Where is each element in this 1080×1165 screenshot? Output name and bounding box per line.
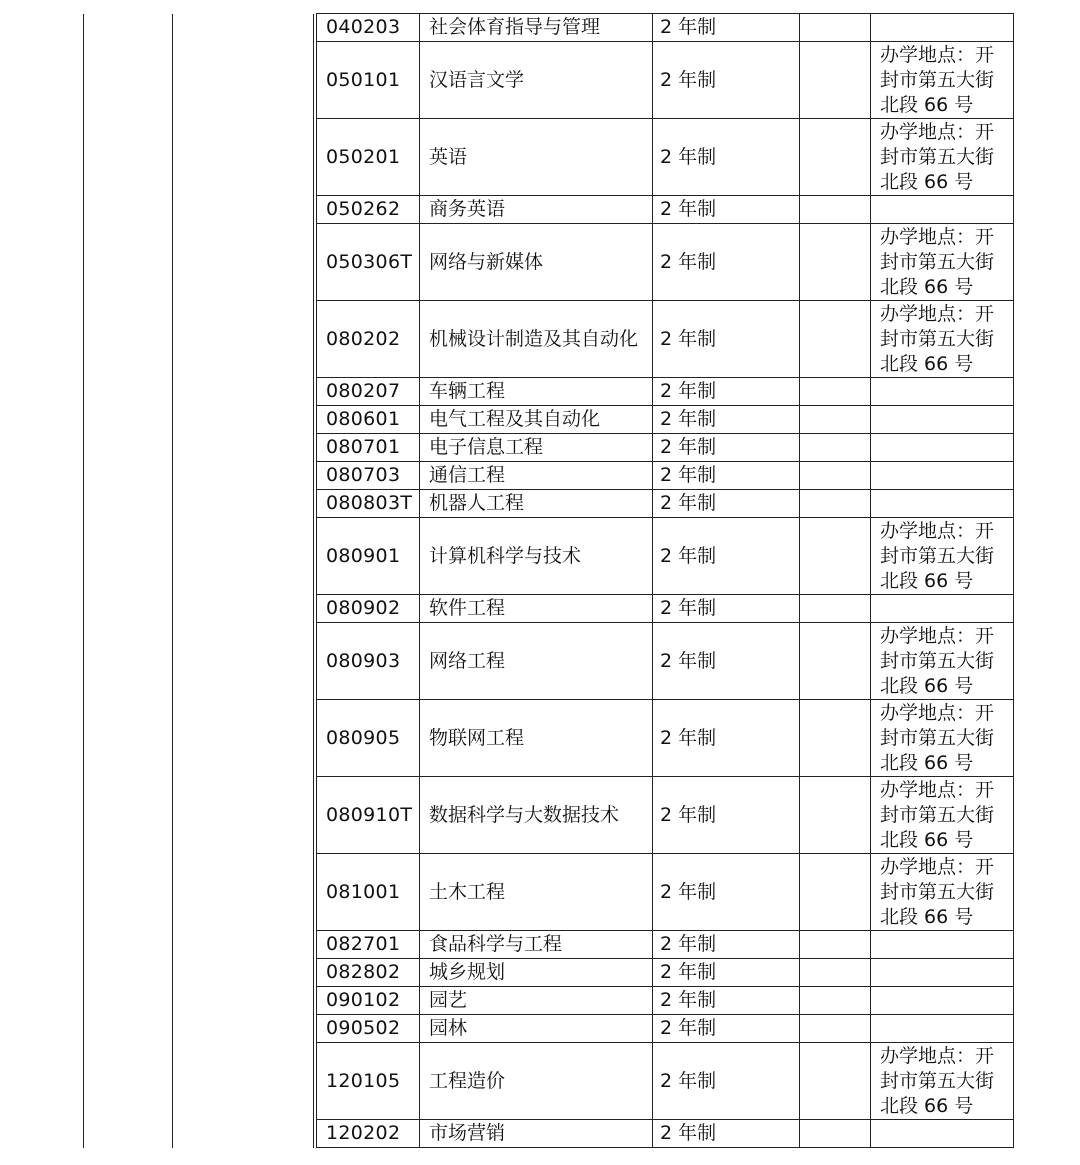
table-row [84,490,1014,518]
table-row [84,959,1014,987]
empty-cell [84,777,173,854]
empty-cell [84,196,173,224]
empty-cell [173,301,314,378]
empty-cell [84,42,173,119]
empty-cell [173,700,314,777]
empty-cell [800,518,871,595]
empty-cell [800,595,871,623]
program-note: 办学地点：开封市第五大街北段 66 号 [880,519,995,592]
program-note: 办学地点：开封市第五大街北段 66 号 [880,1044,995,1117]
program-note-cell [871,854,1014,931]
empty-cell [84,406,173,434]
empty-cell [800,931,871,959]
empty-cell [84,434,173,462]
empty-cell [173,777,314,854]
program-code: 050101 [317,42,420,119]
program-code: 120105 [317,1043,420,1120]
program-duration: 2 年制 [653,987,800,1015]
empty-cell [84,462,173,490]
table-row [84,406,1014,434]
program-duration: 2 年制 [653,119,800,196]
program-duration: 2 年制 [653,518,800,595]
program-code: 082701 [317,931,420,959]
empty-cell [800,959,871,987]
program-note: 办学地点：开封市第五大街北段 66 号 [880,302,995,375]
empty-cell [800,490,871,518]
empty-cell [800,42,871,119]
program-code: 120202 [317,1120,420,1148]
empty-cell [173,854,314,931]
table-row [84,987,1014,1015]
empty-cell [173,42,314,119]
program-duration: 2 年制 [653,1120,800,1148]
empty-cell [173,987,314,1015]
program-name: 电子信息工程 [420,434,653,462]
program-note-cell [871,378,1014,406]
empty-cell [800,1015,871,1043]
empty-cell [800,987,871,1015]
empty-cell [800,462,871,490]
program-note-cell [871,931,1014,959]
empty-cell [84,119,173,196]
program-note-cell [871,959,1014,987]
program-note-cell [871,700,1014,777]
program-name: 汉语言文学 [420,42,653,119]
empty-cell [84,301,173,378]
program-note-cell [871,777,1014,854]
program-note-cell [871,518,1014,595]
program-name: 城乡规划 [420,959,653,987]
program-name: 工程造价 [420,1043,653,1120]
program-note-cell [871,196,1014,224]
program-note-cell [871,434,1014,462]
empty-cell [800,224,871,301]
program-note-cell [871,987,1014,1015]
program-name: 网络工程 [420,623,653,700]
program-code: 080601 [317,406,420,434]
program-name: 电气工程及其自动化 [420,406,653,434]
program-code: 050262 [317,196,420,224]
program-duration: 2 年制 [653,301,800,378]
program-duration: 2 年制 [653,490,800,518]
program-code: 090502 [317,1015,420,1043]
program-note-cell [871,595,1014,623]
program-name: 英语 [420,119,653,196]
empty-cell [800,434,871,462]
program-name: 商务英语 [420,196,653,224]
program-name: 数据科学与大数据技术 [420,777,653,854]
empty-cell [84,1043,173,1120]
program-code: 080701 [317,434,420,462]
program-code: 080901 [317,518,420,595]
program-name: 土木工程 [420,854,653,931]
program-name: 通信工程 [420,462,653,490]
empty-cell [800,406,871,434]
program-code: 080207 [317,378,420,406]
program-name: 食品科学与工程 [420,931,653,959]
program-code: 080910T [317,777,420,854]
table-row [84,462,1014,490]
table-row [84,224,1014,301]
table-row [84,301,1014,378]
program-name: 车辆工程 [420,378,653,406]
program-code: 080803T [317,490,420,518]
empty-cell [173,1120,314,1148]
empty-cell [84,14,173,42]
program-duration: 2 年制 [653,700,800,777]
program-table [83,13,1014,1148]
empty-cell [84,490,173,518]
table-row [84,119,1014,196]
program-duration: 2 年制 [653,959,800,987]
table-row [84,931,1014,959]
empty-cell [173,931,314,959]
program-note: 办学地点：开封市第五大街北段 66 号 [880,120,995,193]
empty-cell [173,378,314,406]
program-duration: 2 年制 [653,224,800,301]
empty-cell [173,434,314,462]
empty-cell [173,14,314,42]
table-row [84,196,1014,224]
program-code: 080202 [317,301,420,378]
empty-cell [84,623,173,700]
program-code: 081001 [317,854,420,931]
empty-cell [173,1043,314,1120]
empty-cell [173,490,314,518]
empty-cell [800,777,871,854]
empty-cell [173,196,314,224]
program-duration: 2 年制 [653,623,800,700]
program-note-cell [871,1043,1014,1120]
program-duration: 2 年制 [653,14,800,42]
program-name: 物联网工程 [420,700,653,777]
program-note-cell [871,406,1014,434]
program-code: 080903 [317,623,420,700]
empty-cell [800,1043,871,1120]
program-code: 040203 [317,14,420,42]
program-name: 机器人工程 [420,490,653,518]
empty-cell [84,518,173,595]
program-note-cell [871,1015,1014,1043]
empty-cell [173,595,314,623]
table-row [84,854,1014,931]
empty-cell [800,378,871,406]
program-duration: 2 年制 [653,931,800,959]
program-note-cell [871,42,1014,119]
program-table-body [84,14,1014,1148]
empty-cell [173,462,314,490]
empty-cell [800,301,871,378]
empty-cell [800,700,871,777]
program-duration: 2 年制 [653,406,800,434]
program-duration: 2 年制 [653,1043,800,1120]
program-note-cell [871,623,1014,700]
empty-cell [173,406,314,434]
program-note: 办学地点：开封市第五大街北段 66 号 [880,225,995,298]
program-name: 园林 [420,1015,653,1043]
table-row [84,14,1014,42]
empty-cell [84,700,173,777]
program-note-cell [871,224,1014,301]
program-name: 社会体育指导与管理 [420,14,653,42]
program-duration: 2 年制 [653,42,800,119]
program-name: 网络与新媒体 [420,224,653,301]
program-code: 050201 [317,119,420,196]
program-note: 办学地点：开封市第五大街北段 66 号 [880,778,995,851]
empty-cell [84,931,173,959]
empty-cell [84,595,173,623]
table-row [84,434,1014,462]
table-row [84,623,1014,700]
program-duration: 2 年制 [653,378,800,406]
table-row [84,1043,1014,1120]
empty-cell [800,119,871,196]
empty-cell [800,196,871,224]
program-note: 办学地点：开封市第五大街北段 66 号 [880,43,995,116]
program-name: 市场营销 [420,1120,653,1148]
program-note-cell [871,490,1014,518]
empty-cell [173,959,314,987]
program-duration: 2 年制 [653,434,800,462]
program-code: 090102 [317,987,420,1015]
program-code: 050306T [317,224,420,301]
table-row [84,1015,1014,1043]
empty-cell [84,1015,173,1043]
empty-cell [800,1120,871,1148]
table-row [84,777,1014,854]
program-note-cell [871,301,1014,378]
table-row [84,518,1014,595]
empty-cell [800,623,871,700]
empty-cell [84,378,173,406]
empty-cell [173,518,314,595]
table-row [84,595,1014,623]
empty-cell [800,854,871,931]
program-duration: 2 年制 [653,462,800,490]
empty-cell [173,224,314,301]
table-row [84,42,1014,119]
program-note: 办学地点：开封市第五大街北段 66 号 [880,855,995,928]
empty-cell [173,623,314,700]
program-note: 办学地点：开封市第五大街北段 66 号 [880,701,995,774]
program-duration: 2 年制 [653,854,800,931]
empty-cell [84,1120,173,1148]
empty-cell [173,119,314,196]
table-row [84,378,1014,406]
program-note-cell [871,14,1014,42]
program-name: 机械设计制造及其自动化 [420,301,653,378]
program-code: 080905 [317,700,420,777]
program-code: 080703 [317,462,420,490]
empty-cell [173,1015,314,1043]
empty-cell [84,854,173,931]
program-duration: 2 年制 [653,196,800,224]
program-name: 园艺 [420,987,653,1015]
program-note: 办学地点：开封市第五大街北段 66 号 [880,624,995,697]
program-duration: 2 年制 [653,1015,800,1043]
empty-cell [84,224,173,301]
program-name: 软件工程 [420,595,653,623]
empty-cell [800,14,871,42]
program-code: 082802 [317,959,420,987]
program-duration: 2 年制 [653,595,800,623]
program-code: 080902 [317,595,420,623]
empty-cell [84,987,173,1015]
program-name: 计算机科学与技术 [420,518,653,595]
table-row [84,1120,1014,1148]
program-duration: 2 年制 [653,777,800,854]
empty-cell [84,959,173,987]
program-note-cell [871,1120,1014,1148]
table-row [84,700,1014,777]
program-note-cell [871,462,1014,490]
program-note-cell [871,119,1014,196]
